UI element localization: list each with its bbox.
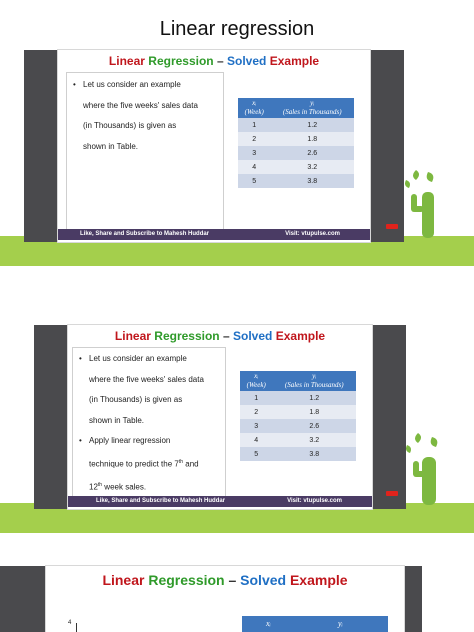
right-dark-bar — [370, 50, 404, 242]
col-sales-header: yᵢ (Sales in Thousands) — [270, 98, 354, 118]
left-dark-bar — [24, 50, 58, 242]
table-header-partial: xᵢ yᵢ — [242, 616, 388, 632]
col-sales-header: yᵢ (Sales in Thousands) — [272, 371, 356, 391]
right-dark-bar — [404, 566, 422, 632]
right-dark-bar — [372, 325, 406, 509]
slide-2 — [68, 325, 372, 509]
slide-title: Linear Regression – Solved Example — [114, 329, 326, 343]
table-row: 5 3.8 — [238, 174, 354, 188]
table-row: 1 1.2 — [240, 391, 356, 405]
table-row: 2 1.8 — [238, 132, 354, 146]
left-dark-bar — [34, 325, 68, 509]
slide-frame-2 — [0, 325, 474, 535]
left-dark-bar — [0, 566, 46, 632]
slide-3 — [46, 566, 404, 632]
axis-line — [76, 623, 77, 632]
table-row: 4 3.2 — [238, 160, 354, 174]
table-row: 5 3.8 — [240, 447, 356, 461]
table-row: 4 3.2 — [240, 433, 356, 447]
table-row: 2 1.8 — [240, 405, 356, 419]
sales-table — [240, 371, 356, 461]
text-box: • Let us consider an example where the five weeks' sales data (in Thousands) is given as shown in Table. — [66, 72, 224, 234]
table-row: 3 2.6 — [238, 146, 354, 160]
slide-1 — [58, 50, 370, 242]
axis-tick-label: 4 — [68, 620, 72, 626]
slide-footer: Like, Share and Subscribe to Mahesh Huddar Visit: vtupulse.com — [68, 496, 372, 507]
tree-icon — [402, 166, 442, 240]
slide-title: Linear Regression – Solved Example — [102, 572, 348, 588]
slide-title: Linear Regression – Solved Example — [108, 54, 320, 68]
slide-footer: Like, Share and Subscribe to Mahesh Huddar Visit: vtupulse.com — [58, 229, 370, 240]
col-week-header: xᵢ (Week) — [240, 371, 272, 391]
table-row: 1 1.2 — [238, 118, 354, 132]
slide-frame-3 — [0, 566, 474, 632]
tree-icon — [404, 429, 444, 507]
page-title: Linear regression — [159, 18, 315, 40]
sales-table — [238, 98, 354, 188]
table-row: 3 2.6 — [240, 419, 356, 433]
youtube-logo-icon — [386, 491, 398, 496]
col-week-header: xᵢ (Week) — [238, 98, 270, 118]
youtube-logo-icon — [386, 224, 398, 229]
text-box: • Let us consider an example where the five weeks' sales data (in Thousands) is given as shown in Table. • Apply linear regression technique to predict the 7th and 12th week sales. — [72, 347, 226, 501]
slide-frame-1 — [0, 50, 474, 270]
